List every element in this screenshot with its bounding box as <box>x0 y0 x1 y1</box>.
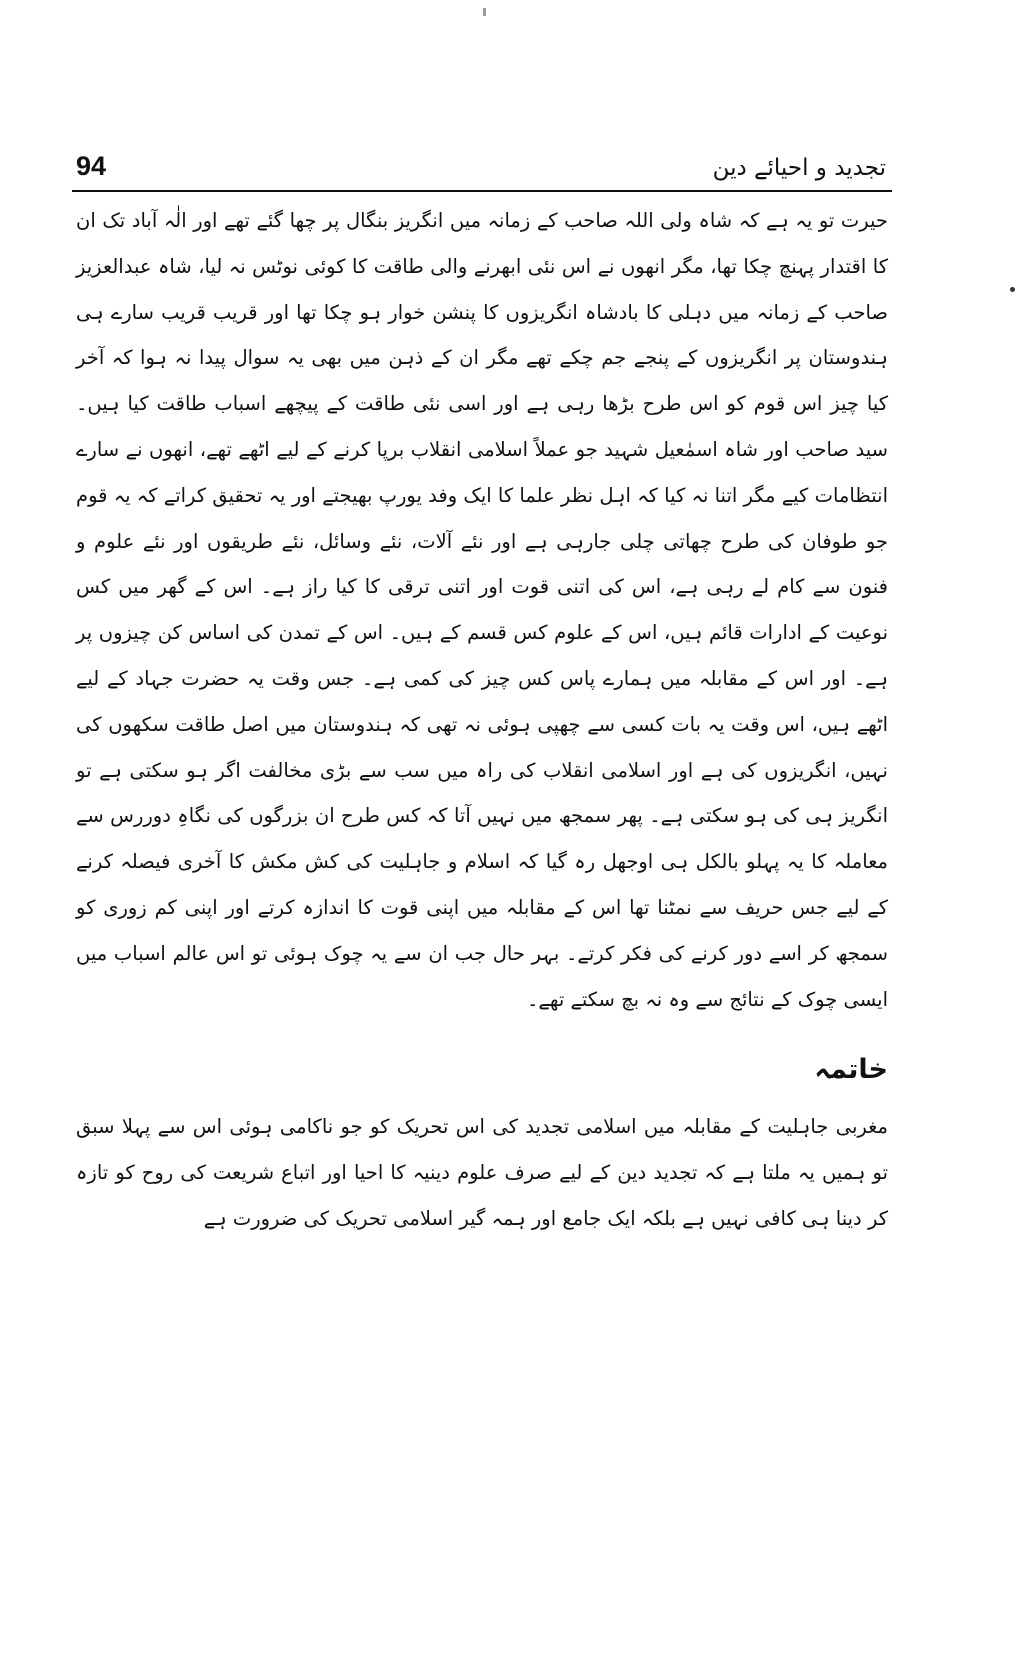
scan-mark <box>483 8 486 16</box>
scan-dot <box>1010 287 1015 292</box>
body-text <box>76 198 888 1242</box>
running-title: تجدید و احیائے دین <box>712 155 886 181</box>
paragraph: مغربی جاہلیت کے مقابلہ میں اسلامی تجدید کی اس تحریک کو جو ناکامی ہوئی اس سے پہلا سبق تو ہمیں یہ ملتا ہے کہ تجدید دین کے لیے صرف علوم دینیہ کا احیا اور اتباع شریعت کی روح کو تازہ کر دینا ہی کافی نہیں ہے بلکہ ایک جامع اور ہمہ گیر اسلامی تحریک کی ضرورت ہے <box>76 1115 888 1230</box>
section-heading: خاتمہ <box>814 1054 888 1086</box>
page-number: 94 <box>76 151 107 181</box>
page-header <box>72 148 892 192</box>
paragraph: حیرت تو یہ ہے کہ شاہ ولی اللہ صاحب کے زمانہ میں انگریز بنگال پر چھا گئے تھے اور الٰہ آباد تک ان کا اقتدار پہنچ چکا تھا، مگر انھوں نے اس نئی ابھرنے والی طاقت کا کوئی نوٹس نہ لیا، شاہ عبدالعزیز صاحب کے زمانہ میں دہلی کا بادشاہ انگریزوں کا پنشن خوار ہو چکا تھا اور قریب قریب سارے ہی ہندوستان پر انگریزوں کے پنجے جم چکے تھے مگر ان کے ذہن میں بھی یہ سوال پیدا نہ ہوا کہ آخر کیا چیز اس قوم کو اس طرح بڑھا رہی ہے اور اسی نئی طاقت کے پیچھے اسباب طاقت کیا ہیں۔ سید صاحب اور شاہ اسمٰعیل شہید جو عملاً اسلامی انقلاب برپا کرنے کے لیے اٹھے تھے، انھوں نے سارے انتظامات کیے مگر اتنا نہ کیا کہ اہل نظر علما کا ایک وفد یورپ بھیجتے اور یہ تحقیق کراتے کہ یہ قوم جو طوفان کی طرح چھاتی چلی جارہی ہے اور نئے آلات، نئے وسائل، نئے طریقوں اور نئے علوم و فنون سے کام لے رہی ہے، اس کی اتنی قوت اور اتنی ترقی کا کیا راز ہے۔ اس کے گھر میں کس نوعیت کے ادارات قائم ہیں، اس کے علوم کس قسم کے ہیں۔ اس کے تمدن کی اساس کن چیزوں پر ہے۔ اور اس کے مقابلہ میں ہمارے پاس کس چیز کی کمی ہے۔ جس وقت یہ حضرت جہاد کے لیے اٹھے ہیں، اس وقت یہ بات کسی سے چھپی ہوئی نہ تھی کہ ہندوستان میں اصل طاقت سکھوں کی نہیں، انگریزوں کی ہے اور اسلامی انقلاب کی راہ میں سب سے بڑی مخالفت اگر ہو سکتی ہے تو انگریز ہی کی ہو سکتی ہے۔ پھر سمجھ میں نہیں آتا کہ کس طرح ان بزرگوں کی نگاہِ دوررس سے معاملہ کا یہ پہلو بالکل ہی اوجھل رہ گیا کہ اسلام و جاہلیت کی کش مکش کا آخری فیصلہ کرنے کے لیے جس حریف سے نمٹنا تھا اس کے مقابلہ میں اپنی قوت کا اندازہ کرتے اور اپنی کم زوری کو سمجھ کر اسے دور کرنے کی فکر کرتے۔ بہر حال جب ان سے یہ چوک ہوئی تو اس عالم اسباب میں ایسی چوک کے نتائج سے وہ نہ بچ سکتے تھے۔ <box>76 209 888 1011</box>
